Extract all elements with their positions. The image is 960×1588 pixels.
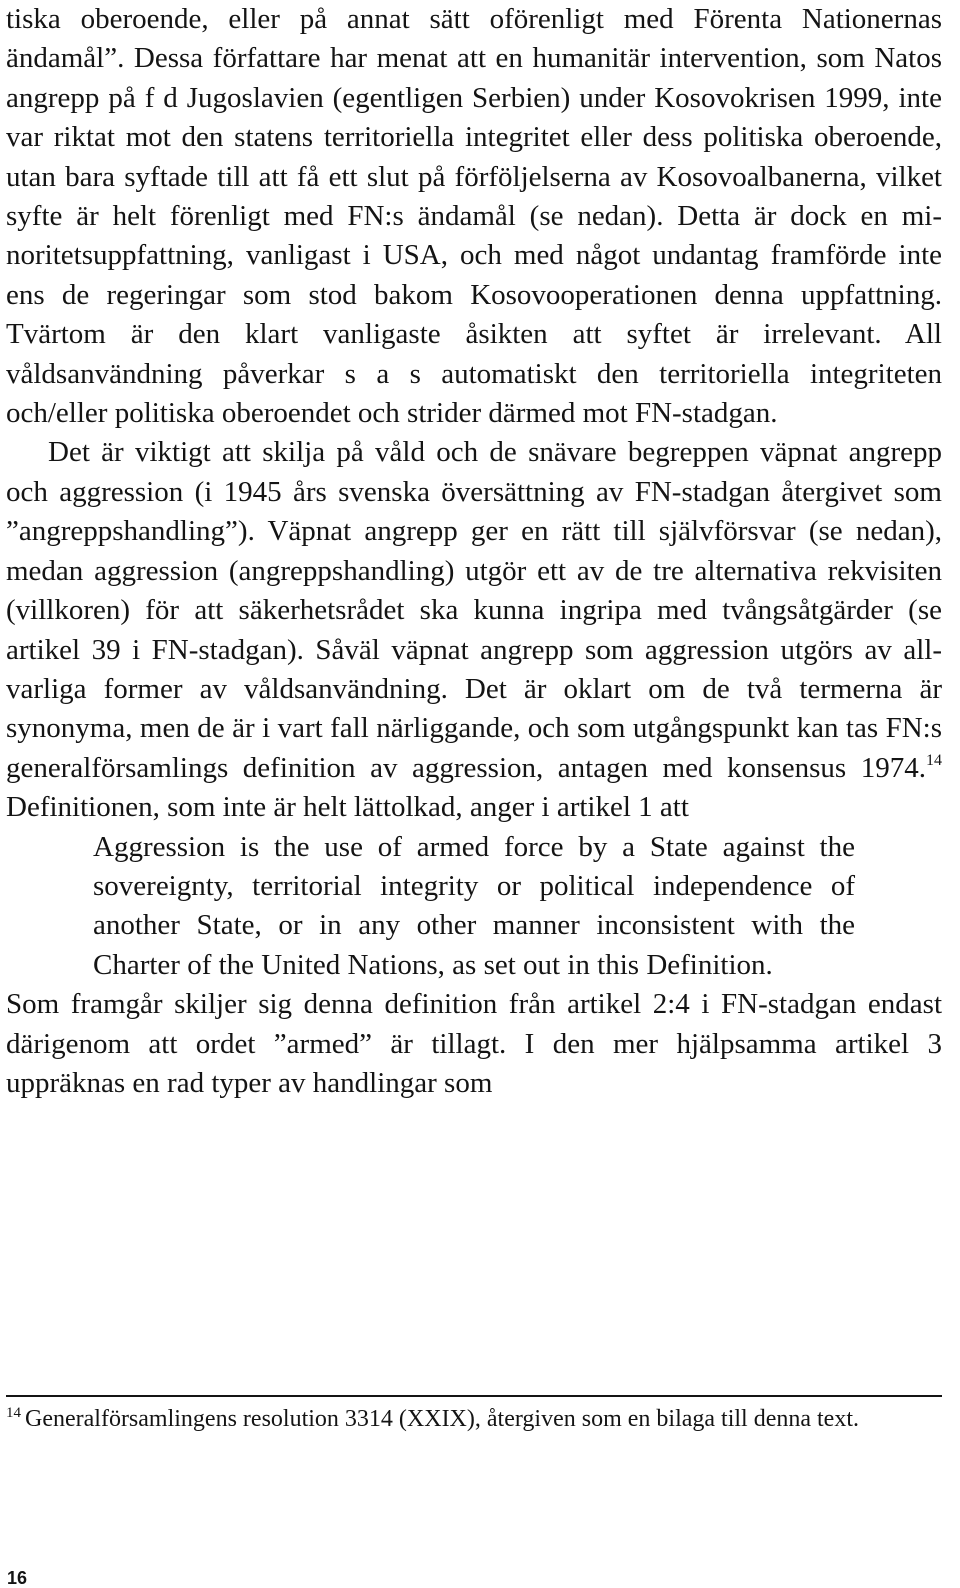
footnote <box>6 1404 906 1434</box>
block-quote: Aggression is the use of armed force by a State against the sovereignty, territorial integrity or political independence of another State, or in any other manner inconsistent with the Charter of the United Nations, as set out in this Definition. <box>93 830 855 981</box>
paragraph-2-text-b: Definitionen, som inte är helt lättolkad, anger i artikel 1 att <box>6 791 689 824</box>
paragraph-2-text-a: Det är viktigt att skilja på våld och de snävare begreppen väpnat angrepp och aggression (i 1945 års svenska översättning av FN-stadgan återgivet som ”angreppshandling”). Väpnat angrepp ger en rätt till självförsvar (se nedan), medan aggression (angreppshandling) utgör ett av de tre alternativa rekvisiten (villkoren) för att säkerhetsrådet ska kunna ingripa med tvångsåtgärder (se artikel 39 i FN-stadgan). Såväl väpnat angrepp som aggression utgörs av allvarliga former av våldsanvändning. Det är oklart om de två termerna är synonyma, men de är i vart fall närliggande, och som utgångspunkt kan tas FN:s generalförsamlings definition av aggression, antagen med konsensus 1974. <box>6 436 942 784</box>
paragraph-2 <box>6 433 942 827</box>
footnote-number: 14 <box>6 1405 21 1421</box>
footnote-reference[interactable]: 14 <box>926 751 942 769</box>
paragraph-3: Som framgår skiljer sig denna definition från artikel 2:4 i FN-stadgan endast därigenom att ordet ”armed” är tillagt. I den mer hjälpsamma artikel 3 uppräknas en rad typer av handlingar som <box>6 988 942 1099</box>
footnote-text: Generalförsamlingens resolution 3314 (XXIX), återgiven som en bilaga till denna text. <box>25 1406 859 1432</box>
page-number: 16 <box>7 1568 28 1588</box>
paragraph-1: tiska oberoende, eller på annat sätt oförenligt med Förenta Nationernas ändamål”. Dessa författare har menat att en humanitär intervention, som Natos angrepp på f d Jugoslavien (egentligen Serbien) under Kosovokrisen 1999, inte var riktat mot den statens territoriella integritet eller dess politiska oberoende, utan bara syftade till att få ett slut på förföljelserna av Kosovoalbanerna, vilket syfte är helt förenligt med FN:s ändamål (se nedan). Detta är dock en minoritetsuppfattning, vanligast i USA, och med något undantag framförde inte ens de regeringar som stod bakom Kosovooperationen denna uppfattning. Tvärtom är den klart vanligaste åsikten att syftet är irrelevant. All våldsanvändning påverkar s a s automatiskt den territoriella integriteten och/eller politiska oberoendet och strider därmed mot FN-stadgan. <box>6 3 942 430</box>
document-body <box>6 0 942 1103</box>
footnote-divider <box>6 1395 942 1397</box>
